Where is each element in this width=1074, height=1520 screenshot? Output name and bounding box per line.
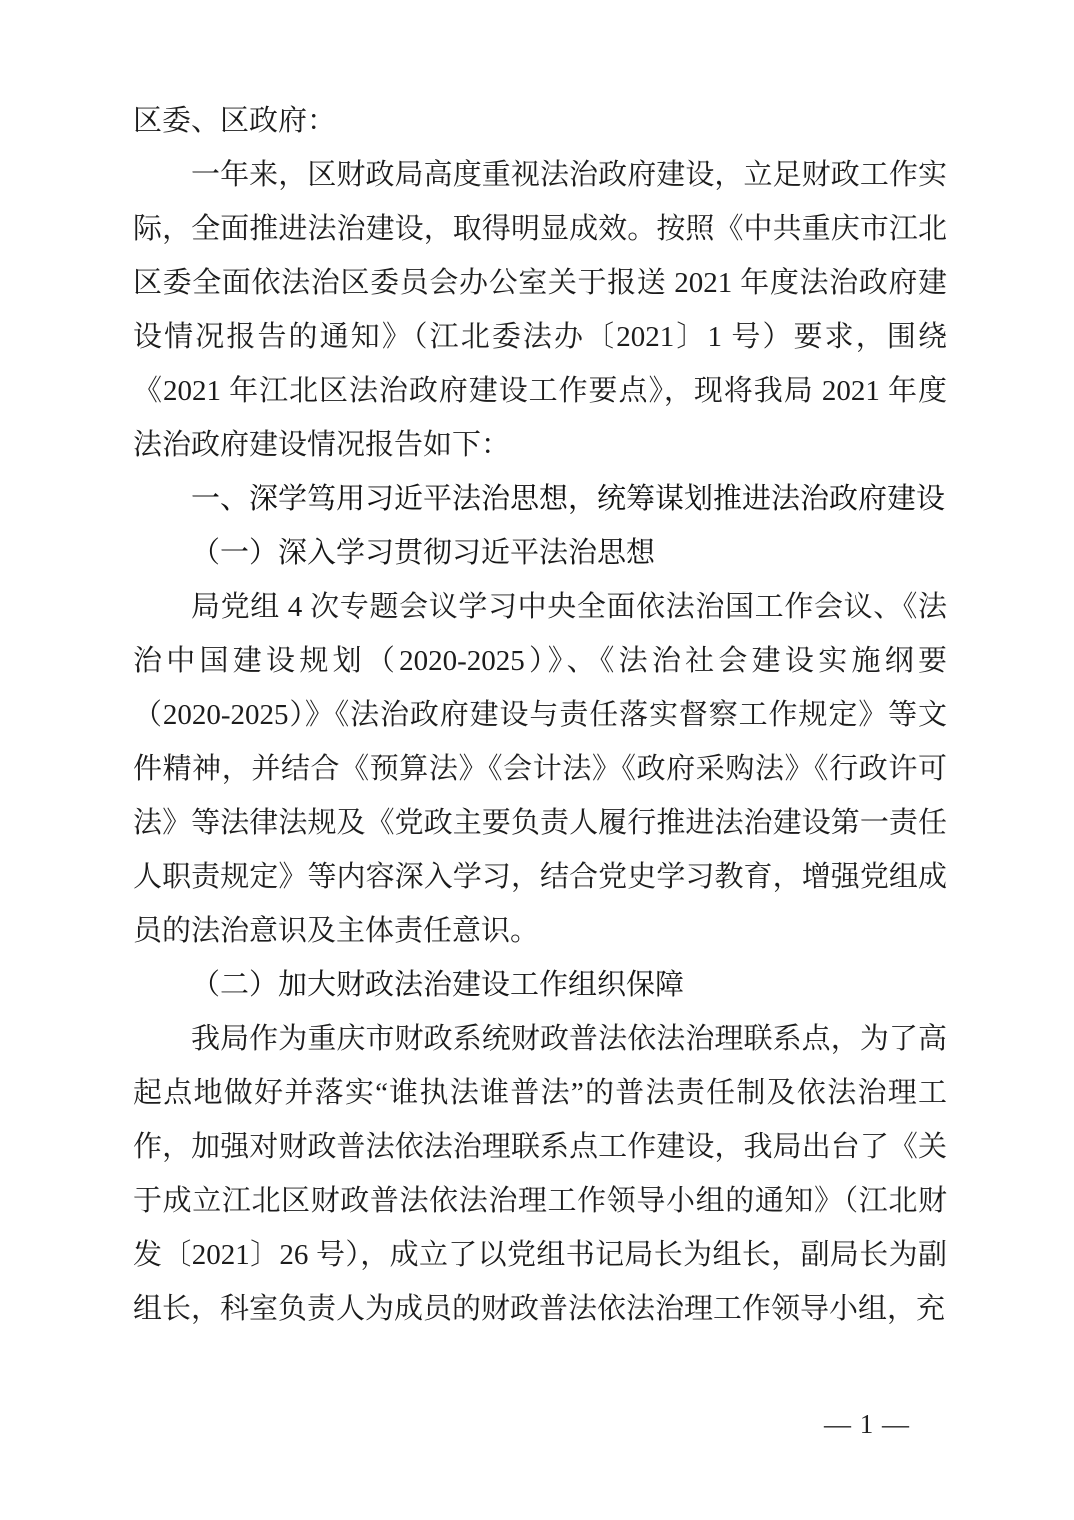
- page-footer: [824, 1406, 910, 1442]
- salutation: 区委、区政府：: [133, 105, 337, 137]
- document-body: [133, 94, 947, 1336]
- section-heading-1: 一、深学笃用习近平法治思想，统筹谋划推进法治政府建设: [191, 483, 946, 515]
- paragraph-intro: 一年来，区财政局高度重视法治政府建设，立足财政工作实际，全面推进法治建设，取得明显成效。按照《中共重庆市江北区委全面依法治区委员会办公室关于报送 2021 年度法治政府建设情况报告的通知》（江北委法办〔2021〕1 号）要求，围绕《2021 年江北区法治政府建设工作要点》，现将我局 2021 年度法治政府建设情况报告如下：: [133, 159, 947, 461]
- subsection-heading-1-2: （二）加大财政法治建设工作组织保障: [191, 969, 685, 1001]
- paragraph-organization: 我局作为重庆市财政系统财政普法依法治理联系点，为了高起点地做好并落实“谁执法谁普法”的普法责任制及依法治理工作，加强对财政普法依法治理联系点工作建设，我局出台了《关于成立江北区财政普法依法治理工作领导小组的通知》（江北财发〔2021〕26 号），成立了以党组书记局长为组长，副局长为副组长，科室负责人为成员的财政普法依法治理工作领导小组，充: [133, 1023, 947, 1325]
- paragraph-study: 局党组 4 次专题会议学习中央全面依法治国工作会议、《法治中国建设规划（2020-2025）》、《法治社会建设实施纲要（2020-2025）》《法治政府建设与责任落实督察工作规定》等文件精神，并结合《预算法》《会计法》《政府采购法》《行政许可法》等法律法规及《党政主要负责人履行推进法治建设第一责任人职责规定》等内容深入学习，结合党史学习教育，增强党组成员的法治意识及主体责任意识。: [133, 591, 947, 947]
- subsection-heading-1-1: （一）深入学习贯彻习近平法治思想: [191, 537, 656, 569]
- page-number: — 1 —: [824, 1409, 910, 1439]
